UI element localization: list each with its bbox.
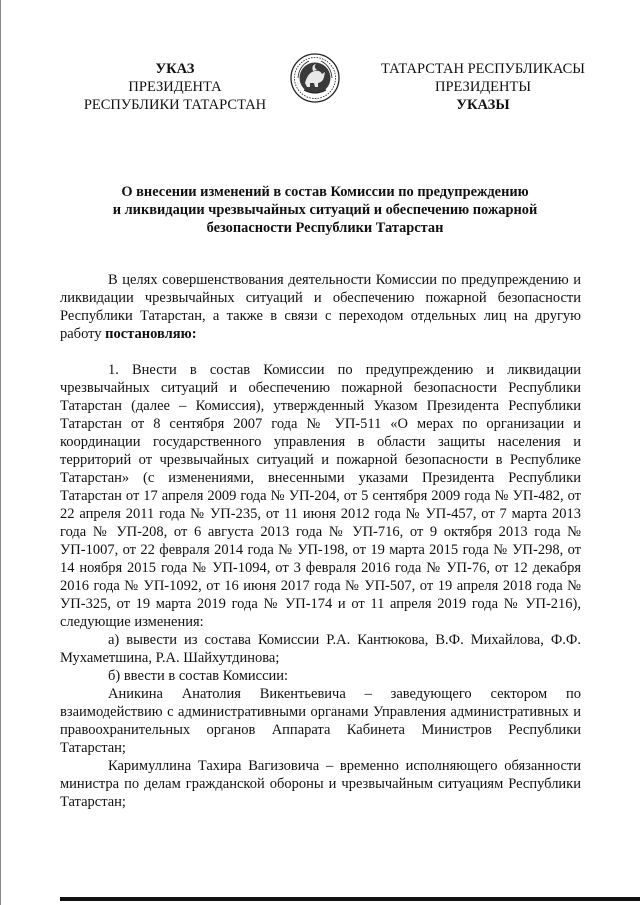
header-left-block: [70, 60, 280, 114]
header-right-line2: ПРЕЗИДЕНТЫ: [434, 79, 532, 95]
decree-word: постановляю:: [105, 326, 197, 342]
header-right-line1: ТАТАРСТАН РЕСПУБЛИКАСЫ: [381, 61, 585, 77]
page-left-edge: [0, 0, 1, 905]
bottom-border: [60, 897, 640, 901]
header-left-line1: УКАЗ: [155, 61, 195, 77]
header-left-line3: РЕСПУБЛИКИ ТАТАРСТАН: [83, 97, 267, 113]
coat-of-arms-icon: [289, 52, 341, 104]
header-right-block: [358, 60, 608, 114]
person-2-paragraph: Каримуллина Тахира Вагизовича – временно исполняющего обязанности министра по делам гражданской обороны и чрезвычайным ситуациям Республики Татарстан;: [60, 758, 581, 810]
subitem-a-paragraph: а) вывести из состава Комиссии Р.А. Кантюкова, В.Ф. Михайлова, Ф.Ф. Мухаметшина, Р.А. Шайхутдинова;: [60, 632, 581, 666]
title-line2: и ликвидации чрезвычайных ситуаций и обеспечению пожарной: [112, 202, 538, 218]
title-line3: безопасности Республики Татарстан: [206, 220, 444, 236]
header-left-line2: ПРЕЗИДЕНТА: [128, 79, 222, 95]
header-right-line3: УКАЗЫ: [456, 97, 510, 113]
title-line1: О внесении изменений в состав Комиссии по предупреждению: [121, 184, 529, 200]
preamble-text: В целях совершенствования деятельности Комиссии по предупреждению и ликвидации чрезвычайных ситуаций и обеспечению пожарной безопасности Республики Татарстан, а также в связи с переходом отдельных лиц на другую работу: [60, 272, 581, 342]
document-body: [60, 271, 581, 811]
preamble-paragraph: [60, 271, 581, 343]
item-1-paragraph: 1. Внести в состав Комиссии по предупреждению и ликвидации чрезвычайных ситуаций и обеспечению пожарной безопасности Республики Татарстан (далее – Комиссия), утвержденный Указом Президента Республики Татарстан от 8 сентября 2007 года № УП-511 «О мерах по организации и координации государственного управления в области защиты населения и территорий от чрезвычайных ситуаций и пожарной безопасности в Республике Татарстан» (с изменениями, внесенными указами Президента Республики Татарстан от 17 апреля 2009 года № УП-204, от 5 сентября 2009 года № УП-482, от 22 апреля 2011 года № УП-235, от 11 июня 2012 года № УП-457, от 7 марта 2013 года № УП-208, от 6 августа 2013 года № УП-716, от 9 октября 2013 года № УП-1007, от 22 февраля 2014 года № УП-198, от 19 марта 2015 года № УП-298, от 14 ноября 2015 года № УП-1094, от 3 февраля 2016 года № УП-76, от 12 декабря 2016 года № УП-1092, от 16 июня 2017 года № УП-507, от 19 апреля 2018 года № УП-325, от 19 марта 2019 года № УП-174 и от 11 апреля 2019 года № УП-216), следующие изменения:: [60, 362, 581, 630]
paragraph-gap: [60, 343, 581, 361]
subitem-b-paragraph: б) ввести в состав Комиссии:: [108, 668, 289, 684]
document-title: [80, 183, 570, 237]
person-1-paragraph: Аникина Анатолия Викентьевича – заведующего сектором по взаимодействию с административными органами Управления административных и правоохранительных органов Аппарата Кабинета Министров Республики Татарстан;: [60, 686, 581, 756]
